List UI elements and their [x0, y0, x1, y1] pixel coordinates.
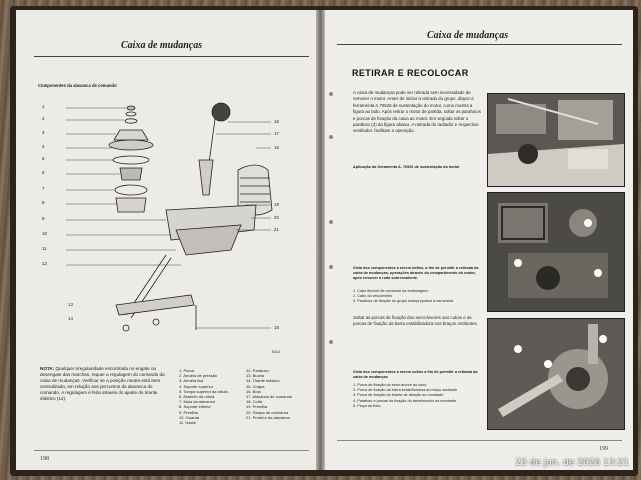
list-item: 1. Cabo flexível de comando da embreagem: [353, 289, 428, 293]
legend-item: 20. Tampa de cobertura: [246, 409, 289, 415]
legend-item: 15. Chapa: [246, 383, 265, 389]
callout-13: 13: [68, 302, 73, 307]
legend-item: 11. Haste: [179, 420, 196, 426]
timestamp-watermark: 23 de jan. de 2026 13:21: [515, 458, 629, 468]
list-item: 3. Parafuso de fixação do grupo motopropulsor à carroceria: [353, 299, 454, 304]
suspension-illustration: [488, 319, 624, 429]
caption-components-list: [353, 289, 483, 305]
legend-item: 19. Presilha: [246, 404, 268, 410]
legend-column-1: [179, 368, 239, 425]
list-item: 5. Pinça do freio: [353, 403, 381, 408]
legend-item: 10. Guarda: [179, 414, 200, 420]
callout-10: 10: [42, 231, 47, 236]
section-title: RETIRAR E RECOLOCAR: [352, 68, 469, 78]
note-label: NOTA:: [40, 366, 55, 371]
caption-tool-application: Aplicação da ferramenta A. 70526 de sustentação do motor: [353, 165, 460, 169]
callout-15: 15: [274, 325, 279, 330]
list-item: 2. Porca de fixação da barra estabilizadora ao braço oscilante: [353, 388, 458, 393]
caption-suspension-intro: Vista dos componentes a serem soltos a fim de permitir a retirada da caixa de mudanças: [353, 370, 478, 379]
gear-lever-exploded-diagram: [16, 90, 316, 360]
callout-2: 2: [42, 116, 45, 121]
callout-17: 17: [274, 131, 279, 136]
legend-item: 8. Suporte inferior: [179, 404, 211, 410]
callout-11: 11: [42, 246, 47, 251]
legend-column-2: [246, 368, 308, 420]
legend-item: 17. Alavanca de comando: [246, 394, 293, 400]
callout-3: 3: [42, 130, 45, 135]
callout-18: 18: [274, 119, 279, 124]
legend-item: 5. Tampa superior da rótula: [179, 388, 228, 394]
list-item: 3. Porca de fixação do tirante de direção ao montante: [353, 393, 444, 398]
note-text: Qualquer irregularidade encontrada no engate ou desengate das marchas, requer a regulagem do comando da caixa de mudanças. Verificar se a posição neutra está bem centralizada, em relação aos percursos da alavanca de comando. A regulagem é feita através do ajuste do tirante elástico (14).: [40, 366, 165, 401]
right-page-header: Caixa de mudanças: [427, 30, 509, 41]
callout-20: 20: [274, 215, 279, 220]
diagram-caption: Componentes da alavanca de comando: [38, 83, 117, 88]
callout-9: 9: [42, 216, 45, 221]
legend-item: 2. Arruela de pressão: [179, 373, 218, 379]
header-rule: [337, 44, 622, 45]
left-page-number: 198: [40, 456, 49, 462]
legend-item: 12. Parafuso: [246, 368, 269, 373]
caption-components-intro: Vista dos componentes a serem soltos, a fim de permitir a retirada da caixa de mudanças, operações através do compartimento do motor, após remover a roda sobressalente.: [353, 266, 479, 280]
binding-hole: [329, 340, 333, 344]
components-engine-bay-photo: [487, 192, 625, 312]
callout-14: 14: [68, 316, 73, 321]
engine-support-photo: [487, 93, 625, 187]
callout-16: 16: [274, 145, 279, 150]
right-page-number: 199: [599, 446, 608, 452]
legend-item: 18. Coifa: [246, 399, 263, 405]
legend-item: 21. Protetor da alavanca: [246, 414, 290, 420]
legend-item: 3. Arruela lisa: [179, 378, 204, 384]
suspension-photo: [487, 318, 625, 430]
footer-rule: [337, 440, 622, 441]
left-page: [16, 10, 316, 470]
callout-1: 1: [42, 104, 45, 109]
callout-12: 12: [42, 261, 47, 266]
binding-hole: [329, 220, 333, 224]
engine-components-illustration: [488, 193, 624, 311]
callout-7: 7: [42, 186, 45, 191]
legend-item: 16. Bola: [246, 388, 261, 394]
left-page-header: Caixa de mudanças: [121, 40, 203, 51]
legend-item: 7. Mola da alavanca: [179, 399, 215, 405]
caption-suspension-list: [353, 383, 483, 409]
binding-hole: [329, 265, 333, 269]
book-gutter: [316, 10, 325, 470]
figure-code: 5410: [272, 350, 280, 354]
callout-8: 8: [42, 200, 45, 205]
callout-5: 5: [42, 156, 45, 161]
legend-item: 9. Presilha: [179, 409, 198, 415]
legend-item: 13. Bucha: [246, 373, 265, 379]
callout-4: 4: [42, 144, 45, 149]
list-item: 2. Cabo do velocímetro: [353, 294, 393, 299]
right-page: [325, 10, 633, 470]
legend-item: 4. Suporte superior: [179, 383, 214, 389]
header-rule: [34, 56, 309, 57]
note-block: [40, 366, 172, 402]
legend-item: 6. Assento da rótula: [179, 394, 215, 400]
engine-bay-illustration: [488, 94, 624, 186]
binding-hole: [329, 92, 333, 96]
binding-hole: [329, 135, 333, 139]
legend-item: 14. Tirante elástico: [246, 378, 280, 384]
callout-19: 19: [274, 202, 279, 207]
list-item: 1. Porca de fixação do semi-árvore ao cubo: [353, 383, 427, 387]
intro-paragraph: A caixa de mudanças pode ser retirada sem necessidade de remover o motor. Antes de iniciar a retirada do grupo, dispor a ferramenta A.70526 de sustentação do motor, como mostra a figura ao lado. Após retirar o motor de partida, soltar os parafusos e porcas de fixação da caixa ao motor. Em seguida soltar o parafuso (3) da figura abaixo. A retirada do radiador e respectivo ventilador, facilitam a operação.: [353, 90, 481, 134]
legend-item: 1. Porca: [179, 368, 194, 373]
list-item: 4. Parafuso e porcas de fixação do amortecedor ao montante: [353, 398, 457, 403]
callout-6: 6: [42, 170, 45, 175]
footer-rule: [34, 450, 309, 451]
middle-paragraph: Soltar as porcas de fixação dos semi-árvores aos cubos e as porcas de fixação da barra estabilizadora nos braços oscilantes.: [353, 315, 478, 327]
callout-21: 21: [274, 227, 279, 232]
